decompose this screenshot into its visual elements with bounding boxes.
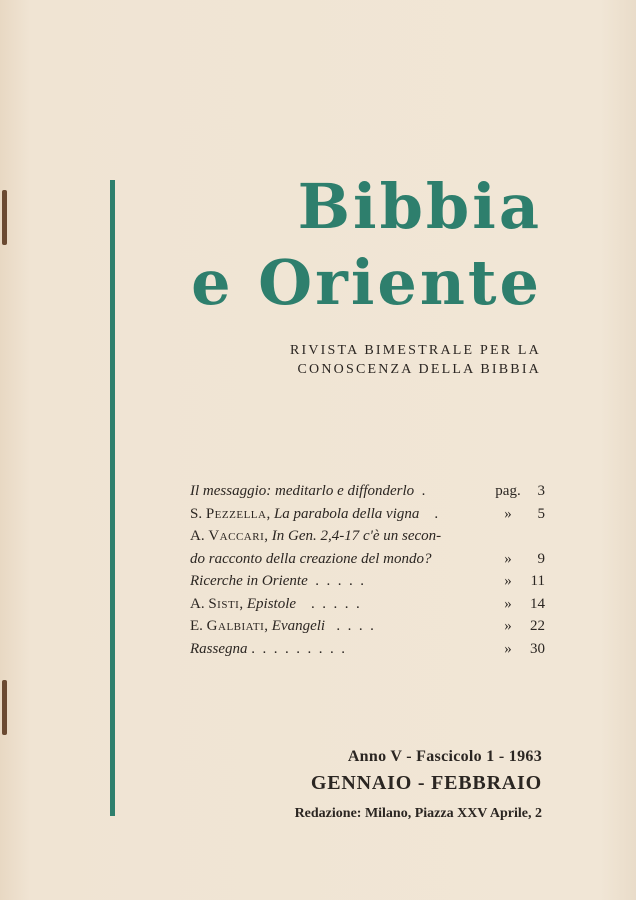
toc-page-number: 3 bbox=[537, 483, 545, 499]
staple-top bbox=[2, 190, 7, 245]
toc-leader-dots: . . . . . . . . . bbox=[247, 640, 345, 657]
toc-page-prefix: » bbox=[504, 595, 512, 612]
toc-entry bbox=[190, 503, 545, 526]
toc-entry-title bbox=[190, 480, 493, 503]
toc-page-number: 14 bbox=[530, 595, 545, 612]
toc-entry-title bbox=[190, 638, 493, 661]
toc-entry-title bbox=[190, 570, 493, 593]
toc-entry bbox=[190, 548, 545, 571]
toc-entry-title bbox=[190, 593, 493, 616]
subtitle-line-1: RIVISTA BIMESTRALE PER LA bbox=[289, 343, 541, 358]
toc-entry bbox=[190, 593, 545, 616]
toc-entry-title bbox=[190, 503, 493, 526]
toc-page-prefix: » bbox=[504, 550, 512, 567]
toc-entry bbox=[190, 525, 545, 548]
subtitle-line-2: CONOSCENZA DELLA BIBBIA bbox=[297, 362, 541, 377]
toc-entry-title bbox=[190, 548, 493, 571]
toc-leader-dots: . . . . . bbox=[296, 595, 360, 612]
editorial-address: Redazione: Milano, Piazza XXV Aprile, 2 bbox=[294, 806, 542, 821]
toc-page-number: 30 bbox=[530, 640, 545, 657]
toc-author: Pezzella bbox=[205, 505, 267, 522]
toc-text: , bbox=[264, 528, 272, 544]
toc-page-prefix: » bbox=[504, 618, 512, 634]
toc-text: Rassegna bbox=[190, 640, 248, 657]
toc-text: do racconto della creazione del mondo? bbox=[190, 550, 432, 567]
toc-text: Il messaggio: meditarlo e diffonderlo bbox=[190, 483, 415, 499]
title-line-2: e Oriente bbox=[191, 246, 542, 319]
toc-leader-dots: . . . . . bbox=[307, 573, 364, 589]
toc-text: La parabola della vigna bbox=[273, 505, 420, 522]
toc-text: In Gen. 2,4-17 c'è un secon- bbox=[271, 528, 442, 544]
title-line-1: Bibbia bbox=[297, 170, 542, 243]
toc-page-number: 5 bbox=[537, 505, 545, 522]
reverse-bleed-through bbox=[185, 62, 485, 152]
toc-text: Ricerche in Oriente bbox=[190, 573, 308, 589]
staple-bottom bbox=[2, 680, 7, 735]
accent-vertical-bar bbox=[110, 180, 115, 816]
toc-entry bbox=[190, 480, 545, 503]
toc-entry bbox=[190, 615, 545, 638]
toc-entry bbox=[190, 570, 545, 593]
toc-entry-title bbox=[190, 525, 493, 548]
toc-text: S. bbox=[190, 505, 206, 522]
toc-text: . bbox=[419, 505, 439, 522]
toc-text: , bbox=[264, 618, 272, 634]
issue-line: Anno V - Fascicolo 1 - 1963 bbox=[347, 748, 542, 765]
toc-text: Epistole bbox=[246, 595, 297, 612]
toc-author: Galbiati bbox=[206, 618, 265, 634]
toc-page-prefix: » bbox=[504, 640, 512, 657]
toc-text: E. bbox=[190, 618, 207, 634]
toc-page-prefix: » bbox=[504, 505, 512, 522]
toc-author: Sisti bbox=[208, 595, 240, 612]
toc-entry-title bbox=[190, 615, 493, 638]
toc-page-number: 11 bbox=[530, 573, 545, 589]
toc-page-number: 22 bbox=[530, 618, 545, 634]
toc-text: , bbox=[239, 595, 247, 612]
toc-page-prefix: » bbox=[504, 573, 512, 589]
toc-text: . bbox=[414, 483, 426, 499]
toc-text: Evangeli bbox=[271, 618, 326, 634]
issue-months: GENNAIO - FEBBRAIO bbox=[310, 772, 542, 794]
toc-leader-dots: . . . . bbox=[325, 618, 374, 634]
toc-text: A. bbox=[190, 595, 209, 612]
toc-page-prefix: pag. bbox=[495, 483, 521, 499]
toc-page-number: 9 bbox=[537, 550, 545, 567]
table-of-contents bbox=[190, 480, 545, 660]
toc-author: Vaccari bbox=[208, 528, 265, 544]
toc-entry bbox=[190, 638, 545, 661]
toc-text: A. bbox=[190, 528, 209, 544]
toc-text: , bbox=[266, 505, 274, 522]
